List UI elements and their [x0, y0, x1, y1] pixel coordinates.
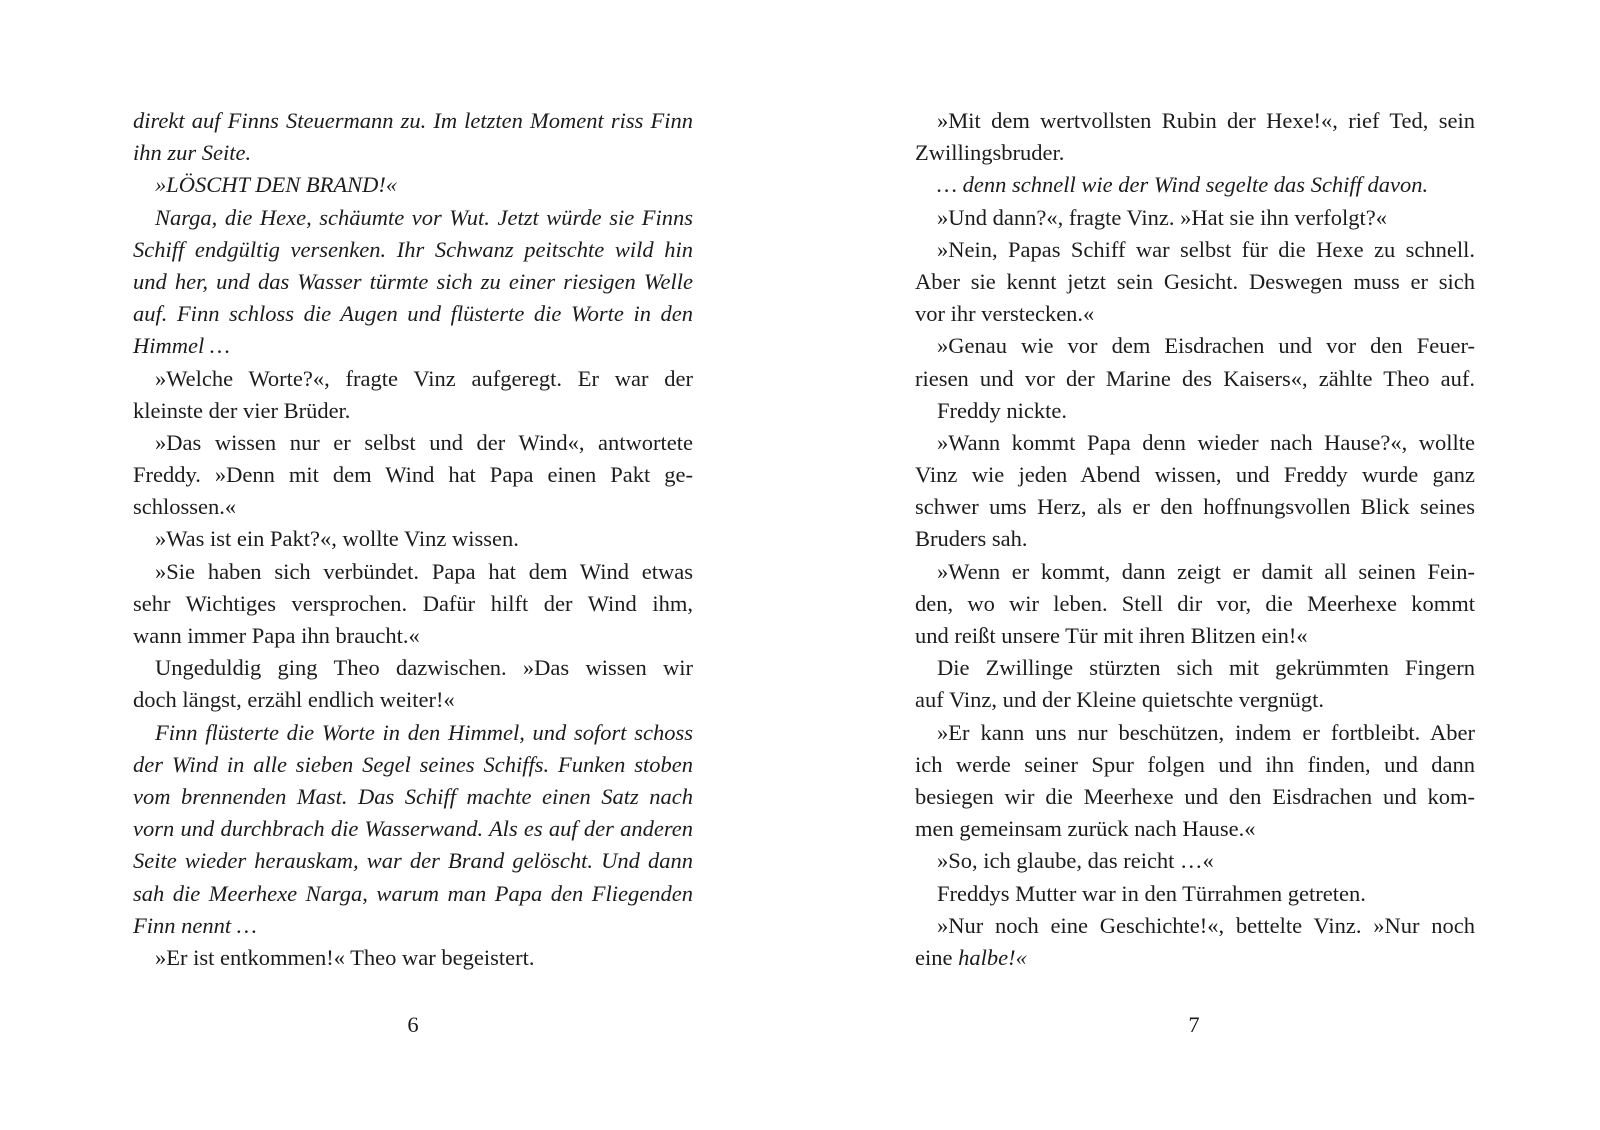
- text-line: Zwillingsbruder.: [915, 140, 1065, 166]
- text-line: »LÖSCHT DEN BRAND!«: [155, 172, 398, 198]
- page-number: 7: [1188, 1012, 1200, 1037]
- text-line: Ungeduldig ging Theo dazwischen. »Das wissen wir: [155, 655, 693, 681]
- text-line: »Nein, Papas Schiff war selbst für die Hexe zu schnell.: [937, 236, 1475, 262]
- text-line: schlossen.«: [133, 494, 237, 520]
- text-line: schwer ums Herz, als er den hoffnungsvollen Blick seines: [915, 494, 1475, 520]
- text-line: »Sie haben sich verbündet. Papa hat dem Wind etwas: [155, 558, 693, 584]
- text-line: sah die Meerhexe Narga, warum man Papa den Fliegenden: [133, 880, 693, 906]
- text-line: Finn nennt …: [133, 912, 257, 938]
- text-line: »Was ist ein Pakt?«, wollte Vinz wissen.: [155, 526, 519, 552]
- text-line: doch längst, erzähl endlich weiter!«: [133, 687, 455, 713]
- text-line: Die Zwillinge stürzten sich mit gekrümmten Fingern: [937, 655, 1475, 681]
- text-line: Freddy. »Denn mit dem Wind hat Papa einen Pakt ge-: [133, 462, 693, 488]
- text-line: auf. Finn schloss die Augen und flüsterte die Worte in den: [133, 301, 693, 327]
- text-line: »Das wissen nur er selbst und der Wind«, antwortete: [155, 429, 693, 455]
- text-line: Freddy nickte.: [937, 397, 1067, 423]
- text-line: ich werde seiner Spur folgen und ihn finden, und dann: [915, 751, 1475, 777]
- text-line: »Und dann?«, fragte Vinz. »Hat sie ihn verfolgt?«: [937, 204, 1387, 230]
- text-line: »Welche Worte?«, fragte Vinz aufgeregt. Er war der: [155, 365, 693, 391]
- text-line: Himmel …: [133, 333, 230, 359]
- text-line: men gemeinsam zurück nach Hause.«: [915, 816, 1256, 842]
- text-line: »Nur noch eine Geschichte!«, bettelte Vinz. »Nur noch: [937, 912, 1475, 938]
- text-line: vom brennenden Mast. Das Schiff machte einen Satz nach: [133, 783, 693, 809]
- text-line: Freddys Mutter war in den Türrahmen getreten.: [937, 880, 1366, 906]
- text-line: Vinz wie jeden Abend wissen, und Freddy wurde ganz: [915, 462, 1475, 488]
- text-line: vorn und durchbrach die Wasserwand. Als es auf der anderen: [133, 816, 693, 842]
- text-line: und her, und das Wasser türmte sich zu einer riesigen Welle: [133, 268, 693, 294]
- text-line: … denn schnell wie der Wind segelte das Schiff davon.: [937, 172, 1429, 198]
- text-line: [915, 942, 1475, 974]
- text-line: »Er ist entkommen!« Theo war begeistert.: [155, 944, 535, 970]
- text-line: den, wo wir leben. Stell dir vor, die Meerhexe kommt: [915, 590, 1475, 616]
- text-line: Seite wieder herauskam, war der Brand gelöscht. Und dann: [133, 848, 693, 874]
- right-page-text: [915, 105, 1475, 974]
- text-line: ihn zur Seite.: [133, 140, 252, 166]
- text-line: kleinste der vier Brüder.: [133, 397, 351, 423]
- text-line: und reißt unsere Tür mit ihren Blitzen ein!«: [915, 623, 1308, 648]
- text-line: »Mit dem wertvollsten Rubin der Hexe!«, rief Ted, sein: [937, 108, 1475, 133]
- text-line: »Genau wie vor dem Eisdrachen und vor den Feuer-: [937, 333, 1475, 359]
- text-line: vor ihr verstecken.«: [915, 301, 1095, 327]
- left-page-text: [133, 105, 693, 974]
- text-line: direkt auf Finns Steuermann zu. Im letzten Moment riss Finn: [133, 108, 693, 133]
- text-line: Aber sie kennt jetzt sein Gesicht. Deswegen muss er sich: [915, 268, 1475, 294]
- text-line: »So, ich glaube, das reicht …«: [937, 848, 1214, 874]
- text-line: Finn flüsterte die Worte in den Himmel, und sofort schoss: [155, 719, 693, 745]
- text-line: »Wann kommt Papa denn wieder nach Hause?«, wollte: [937, 429, 1475, 455]
- text-line: auf Vinz, und der Kleine quietschte vergnügt.: [915, 687, 1324, 713]
- text-line: der Wind in alle sieben Segel seines Schiffs. Funken stoben: [133, 751, 693, 777]
- text-line: Schiff endgültig versenken. Ihr Schwanz peitschte wild hin: [133, 236, 693, 262]
- text-line: Bruders sah.: [915, 526, 1028, 552]
- text-line: Narga, die Hexe, schäumte vor Wut. Jetzt würde sie Finns: [155, 204, 693, 230]
- text-line: riesen und vor der Marine des Kaisers«, zählte Theo auf.: [915, 365, 1475, 391]
- text-line: sehr Wichtiges versprochen. Dafür hilft der Wind ihm,: [133, 590, 693, 616]
- text-line: wann immer Papa ihn braucht.«: [133, 623, 420, 648]
- text-segment: eine: [915, 944, 959, 970]
- text-line: besiegen wir die Meerhexe und den Eisdrachen und kom-: [915, 783, 1475, 809]
- text-line: »Wenn er kommt, dann zeigt er damit all seinen Fein-: [937, 558, 1475, 584]
- page-number: 6: [407, 1012, 419, 1037]
- text-line: »Er kann uns nur beschützen, indem er fortbleibt. Aber: [937, 719, 1475, 745]
- emphasis-text: halbe!«: [958, 944, 1027, 970]
